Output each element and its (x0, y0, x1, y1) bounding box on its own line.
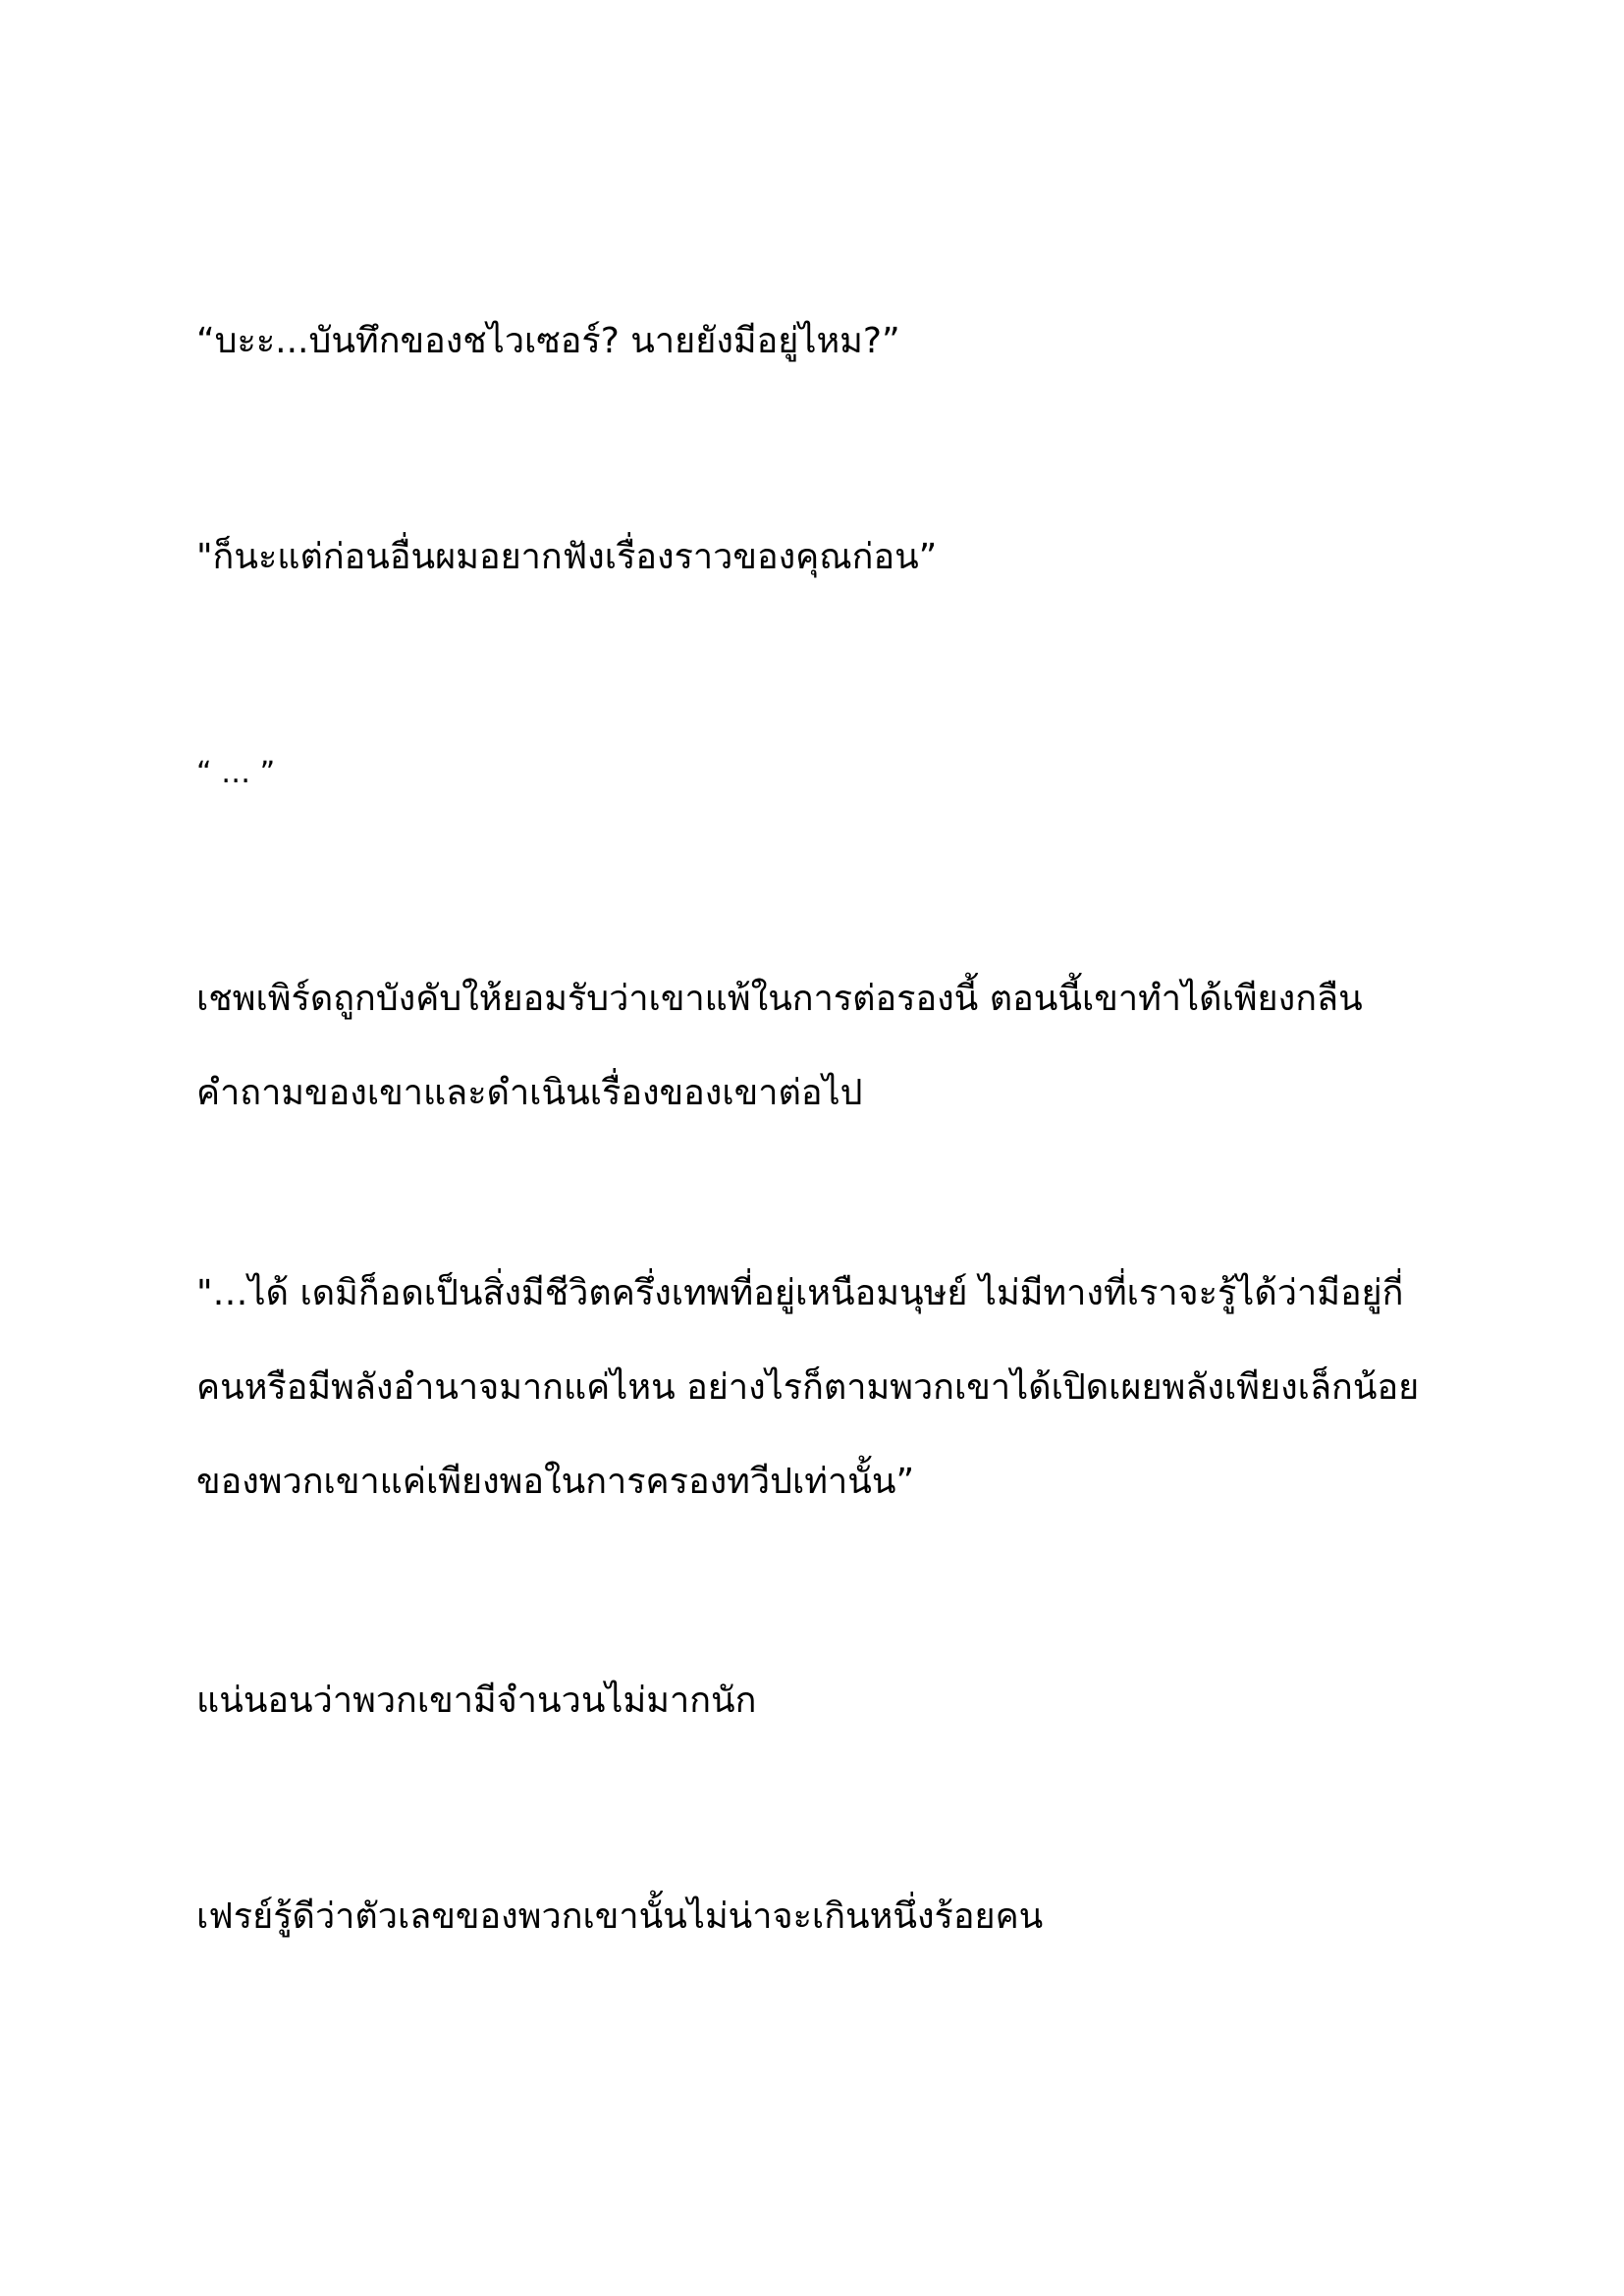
text-line: “บะะ...บันทึกของชไวเซอร์? นายยังมีอยู่ไหม?” (196, 321, 900, 361)
narration-paragraph-3 (196, 1870, 1434, 1964)
text-line: "…ได้ เดมิก็อดเป็นสิ่งมีชีวิตครึ่งเทพที่อยู่เหนือมนุษย์ ไม่มีทางที่เราจะรู้ได้ว่ามีอยู่กี่ (196, 1273, 1404, 1313)
text-line: คนหรือมีพลังอำนาจมากแค่ไหน อย่างไรก็ตามพวกเขาได้เปิดเผยพลังเพียงเล็กน้อย (196, 1367, 1420, 1408)
text-line: ของพวกเขาแค่เพียงพอในการครองทวีปเท่านั้น” (196, 1462, 915, 1502)
text-line: เฟรย์รู้ดีว่าตัวเลขของพวกเขานั้นไม่น่าจะเกินหนึ่งร้อยคน (196, 1896, 1044, 1937)
dialogue-paragraph-4 (196, 1247, 1434, 1529)
narration-paragraph-2 (196, 1654, 1434, 1748)
dialogue-paragraph-1 (196, 294, 1434, 389)
text-line: เชพเพิร์ดถูกบังคับให้ยอมรับว่าเขาแพ้ในการต่อรองนี้ ตอนนี้เขาทำได้เพียงกลืน (196, 979, 1363, 1019)
text-line: คำถามของเขาและดำเนินเรื่องของเขาต่อไป (196, 1073, 863, 1113)
narration-paragraph-1 (196, 952, 1434, 1141)
dialogue-paragraph-2 (196, 510, 1434, 605)
text-line: แน่นอนว่าพวกเขามีจำนวนไม่มากนัก (196, 1681, 757, 1721)
text-line: “ … ” (196, 756, 276, 790)
dialogue-paragraph-3 (196, 726, 1434, 821)
text-line: "ก็นะแต่ก่อนอื่นผมอยากฟังเรื่องราวของคุณก่อน” (196, 537, 938, 577)
